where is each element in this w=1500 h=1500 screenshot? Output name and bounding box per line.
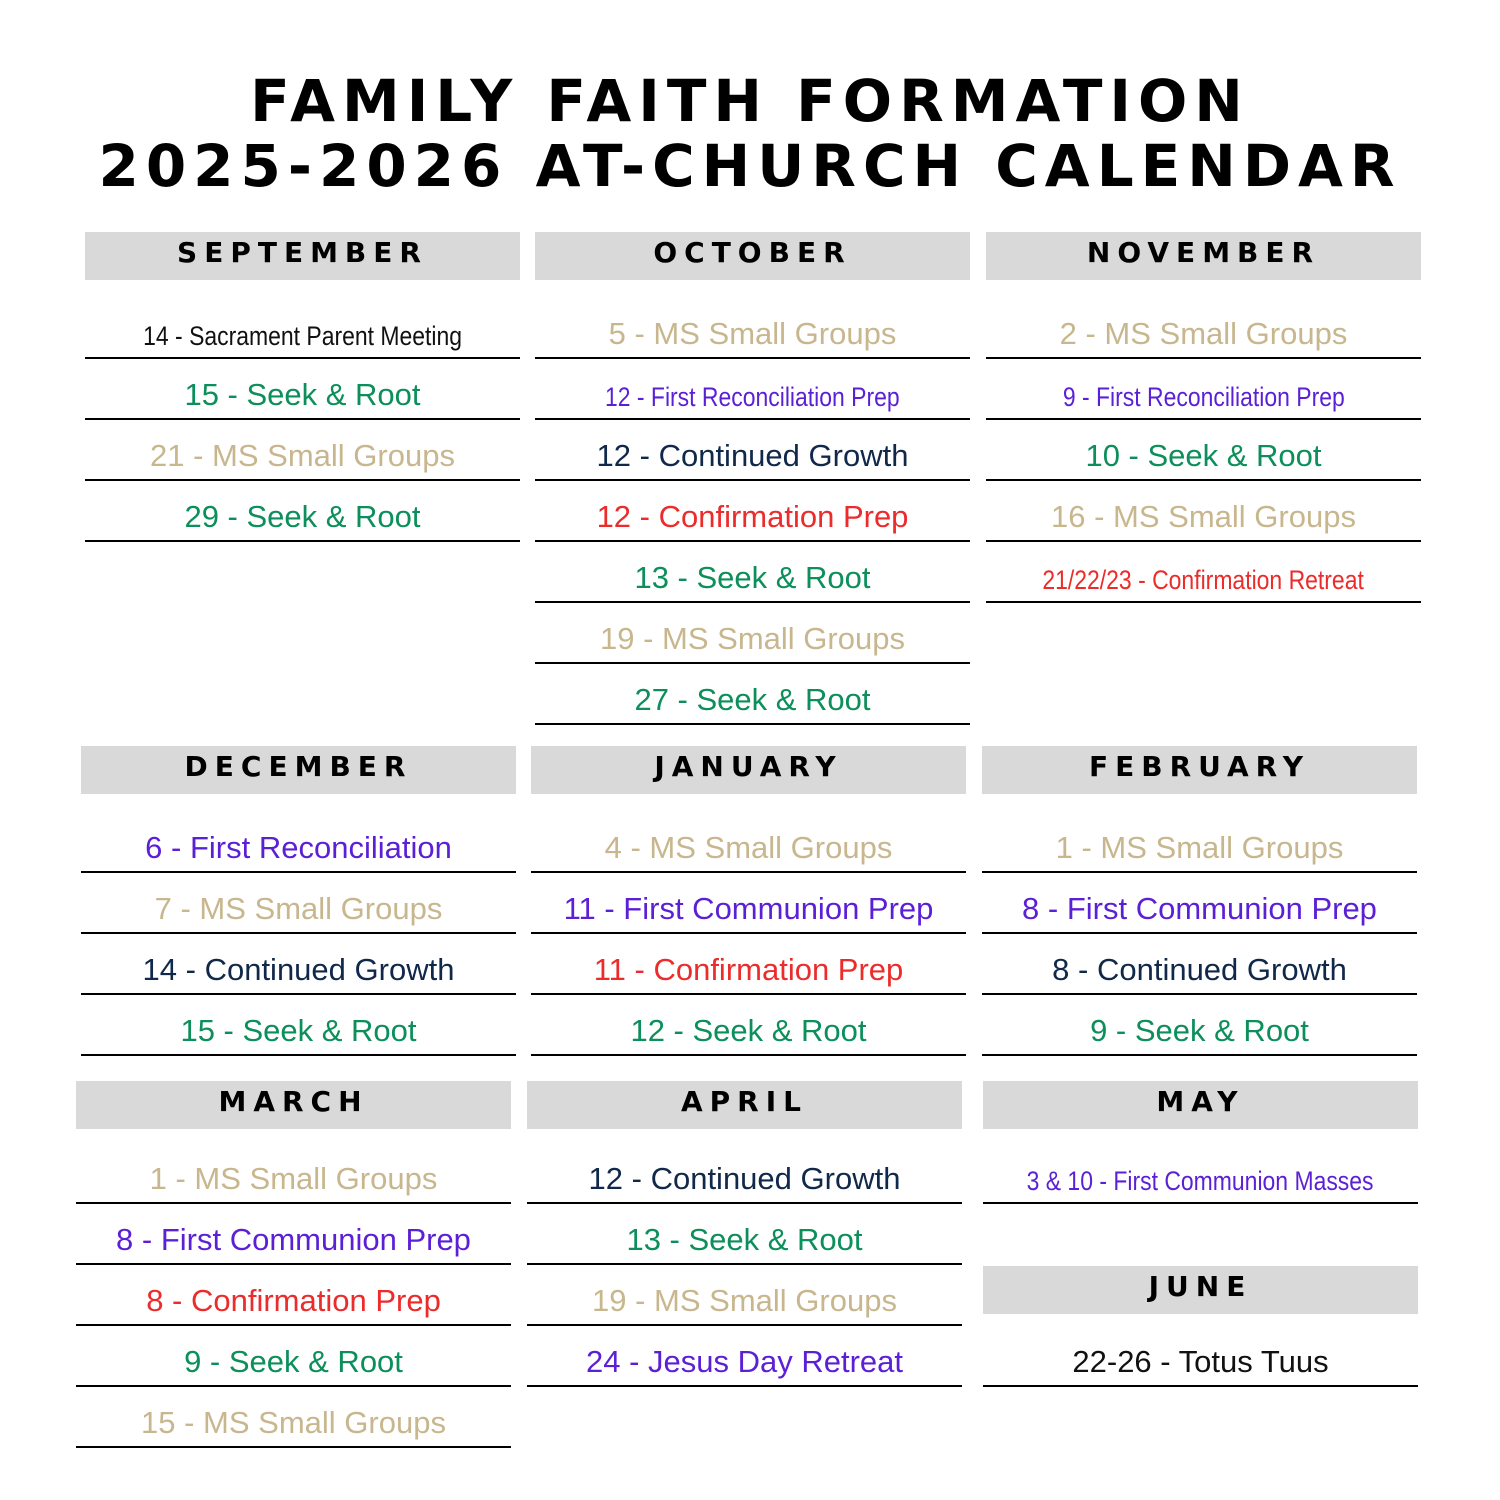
month-february: [982, 746, 1417, 1056]
event-item: 12 - First Reconciliation Prep: [535, 359, 970, 420]
event-item: 12 - Seek & Root: [531, 995, 966, 1056]
event-item: 8 - Confirmation Prep: [76, 1265, 511, 1326]
event-item: 21 - MS Small Groups: [85, 420, 520, 481]
title-line-1: FAMILY FAITH FORMATION: [250, 67, 1250, 135]
event-item: 8 - Continued Growth: [982, 934, 1417, 995]
month-december: [81, 746, 516, 1056]
event-item: 9 - First Reconciliation Prep: [986, 359, 1421, 420]
month-may: [983, 1081, 1418, 1204]
event-item: 12 - Continued Growth: [535, 420, 970, 481]
event-item: 10 - Seek & Root: [986, 420, 1421, 481]
event-item: 15 - Seek & Root: [85, 359, 520, 420]
event-item: 4 - MS Small Groups: [531, 812, 966, 873]
event-item: 15 - Seek & Root: [81, 995, 516, 1056]
event-item: 13 - Seek & Root: [535, 542, 970, 603]
event-item: 1 - MS Small Groups: [76, 1143, 511, 1204]
event-item: 24 - Jesus Day Retreat: [527, 1326, 962, 1387]
month-header: MARCH: [76, 1081, 511, 1129]
month-header: MAY: [983, 1081, 1418, 1129]
event-item: 1 - MS Small Groups: [982, 812, 1417, 873]
event-item: 3 & 10 - First Communion Masses: [983, 1143, 1418, 1204]
month-header: OCTOBER: [535, 232, 970, 280]
event-item: 6 - First Reconciliation: [81, 812, 516, 873]
event-item: 9 - Seek & Root: [982, 995, 1417, 1056]
month-header: NOVEMBER: [986, 232, 1421, 280]
event-item: 11 - Confirmation Prep: [531, 934, 966, 995]
event-item: 19 - MS Small Groups: [535, 603, 970, 664]
month-march: [76, 1081, 511, 1448]
event-item: 15 - MS Small Groups: [76, 1387, 511, 1448]
event-item: 2 - MS Small Groups: [986, 298, 1421, 359]
month-header: JUNE: [983, 1266, 1418, 1314]
month-april: [527, 1081, 962, 1387]
month-june: [983, 1266, 1418, 1387]
event-item: 29 - Seek & Root: [85, 481, 520, 542]
title-line-2: 2025-2026 AT-CHURCH CALENDAR: [98, 132, 1402, 200]
event-item: 12 - Continued Growth: [527, 1143, 962, 1204]
month-header: DECEMBER: [81, 746, 516, 794]
event-item: 16 - MS Small Groups: [986, 481, 1421, 542]
event-item: 19 - MS Small Groups: [527, 1265, 962, 1326]
event-item: 12 - Confirmation Prep: [535, 481, 970, 542]
event-item: 11 - First Communion Prep: [531, 873, 966, 934]
month-header: JANUARY: [531, 746, 966, 794]
event-item: 22-26 - Totus Tuus: [983, 1326, 1418, 1387]
event-item: 8 - First Communion Prep: [982, 873, 1417, 934]
event-item: 13 - Seek & Root: [527, 1204, 962, 1265]
month-header: SEPTEMBER: [85, 232, 520, 280]
event-item: 9 - Seek & Root: [76, 1326, 511, 1387]
event-item: 14 - Sacrament Parent Meeting: [85, 298, 520, 359]
event-item: 7 - MS Small Groups: [81, 873, 516, 934]
month-october: [535, 232, 970, 725]
event-item: 8 - First Communion Prep: [76, 1204, 511, 1265]
event-item: 14 - Continued Growth: [81, 934, 516, 995]
month-september: [85, 232, 520, 542]
month-header: APRIL: [527, 1081, 962, 1129]
event-item: 21/22/23 - Confirmation Retreat: [986, 542, 1421, 603]
month-january: [531, 746, 966, 1056]
event-item: 5 - MS Small Groups: [535, 298, 970, 359]
event-item: 27 - Seek & Root: [535, 664, 970, 725]
month-november: [986, 232, 1421, 603]
month-header: FEBRUARY: [982, 746, 1417, 794]
